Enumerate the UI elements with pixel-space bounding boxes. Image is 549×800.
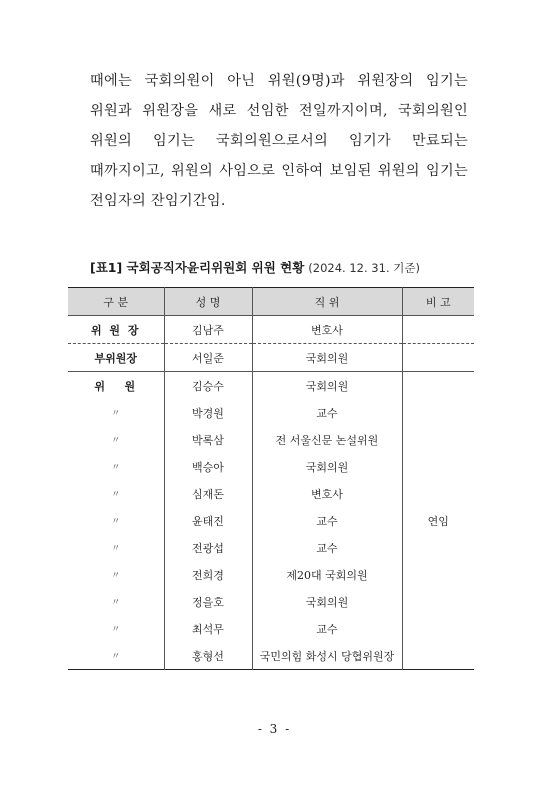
row-name: 정을호 xyxy=(164,588,252,615)
row-category: 부위원장 xyxy=(68,344,164,372)
table-row xyxy=(68,344,474,372)
row-name: 전광섭 xyxy=(164,534,252,561)
committee-members-table xyxy=(68,287,474,670)
row-position: 변호사 xyxy=(252,480,402,507)
row-name: 서일준 xyxy=(164,344,252,372)
row-name: 전희경 xyxy=(164,561,252,588)
row-position: 교수 xyxy=(252,399,402,426)
row-name: 심재돈 xyxy=(164,480,252,507)
row-note xyxy=(402,344,474,372)
header-position: 직 위 xyxy=(252,288,402,316)
row-category-ditto: 〃 xyxy=(68,453,164,480)
row-note-reappointed: 연임 xyxy=(402,372,474,670)
row-name: 윤태진 xyxy=(164,507,252,534)
row-position: 국민의힘 화성시 당협위원장 xyxy=(252,642,402,670)
row-position: 국회의원 xyxy=(252,344,402,372)
row-position: 제20대 국회의원 xyxy=(252,561,402,588)
page-number: - 3 - xyxy=(257,722,292,736)
header-note: 비 고 xyxy=(402,288,474,316)
header-category: 구 분 xyxy=(68,288,164,316)
row-category: 위 원 장 xyxy=(68,316,164,344)
row-name: 박경원 xyxy=(164,399,252,426)
row-name: 홍형선 xyxy=(164,642,252,670)
table-caption xyxy=(90,258,480,276)
header-name: 성 명 xyxy=(164,288,252,316)
row-name: 김승수 xyxy=(164,372,252,400)
row-category-ditto: 〃 xyxy=(68,399,164,426)
row-name: 백승아 xyxy=(164,453,252,480)
row-category-ditto: 〃 xyxy=(68,588,164,615)
table-caption-label: [표1] 국회공직자윤리위원회 위원 현황 xyxy=(90,260,305,275)
row-category-ditto: 〃 xyxy=(68,615,164,642)
row-category-ditto: 〃 xyxy=(68,480,164,507)
row-position: 국회의원 xyxy=(252,588,402,615)
row-position: 국회의원 xyxy=(252,453,402,480)
row-name: 최석무 xyxy=(164,615,252,642)
table-row xyxy=(68,316,474,344)
row-category-ditto: 〃 xyxy=(68,534,164,561)
row-position: 국회의원 xyxy=(252,372,402,400)
table-header-row xyxy=(68,288,474,316)
row-category: 위 원 xyxy=(68,372,164,400)
row-position: 교수 xyxy=(252,507,402,534)
table-caption-date: (2024. 12. 31. 기준) xyxy=(308,261,420,275)
table-row xyxy=(68,372,474,400)
row-position: 변호사 xyxy=(252,316,402,344)
row-name: 박록삼 xyxy=(164,426,252,453)
body-paragraph: 때에는 국회의원이 아닌 위원(9명)과 위원장의 임기는 위원과 위원장을 새로 선임한 전일까지이며, 국회의원인 위원의 임기는 국회의원으로서의 임기가 만료되는 때까지이고, 위원의 사임으로 인하여 보임된 위원의 임기는 전임자의 잔임기간임. xyxy=(90,73,468,209)
row-position: 전 서울신문 논설위원 xyxy=(252,426,402,453)
row-category-ditto: 〃 xyxy=(68,642,164,670)
row-category-ditto: 〃 xyxy=(68,561,164,588)
row-category-ditto: 〃 xyxy=(68,507,164,534)
row-category-ditto: 〃 xyxy=(68,426,164,453)
row-position: 교수 xyxy=(252,615,402,642)
row-note xyxy=(402,316,474,344)
row-position: 교수 xyxy=(252,534,402,561)
row-name: 김남주 xyxy=(164,316,252,344)
